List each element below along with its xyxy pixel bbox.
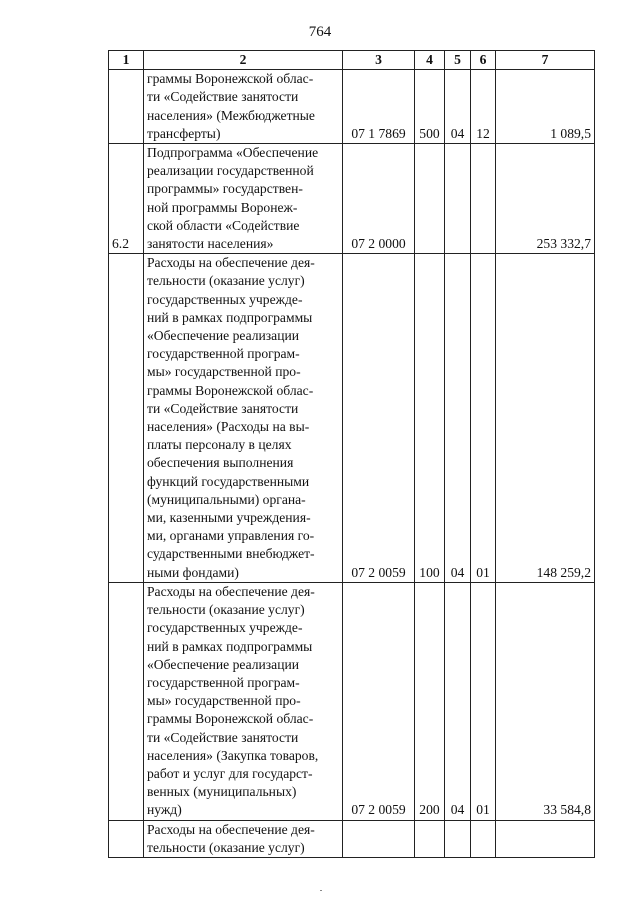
description-line: ти «Содействие занятости xyxy=(147,89,299,105)
page-number: 764 xyxy=(308,24,332,40)
description-cell xyxy=(144,254,343,583)
description-line: «Обеспечение реализации xyxy=(147,328,300,344)
description-line: государственной програм- xyxy=(147,674,300,690)
description-line: ми, органами управления го- xyxy=(147,528,315,544)
subsection-cell: 01 xyxy=(471,254,496,583)
description-line: функций государственными xyxy=(147,473,310,489)
description-line: ти «Содействие занятости xyxy=(147,729,299,745)
table-header-row xyxy=(109,51,595,70)
expense-type-cell: 200 xyxy=(415,582,445,820)
table-row xyxy=(109,144,595,254)
description-line: граммы Воронежской облас- xyxy=(147,71,314,87)
description-line: ной программы Воронеж- xyxy=(147,199,298,215)
description-line: Расходы на обеспечение дея- xyxy=(147,255,315,271)
description-line: граммы Воронежской облас- xyxy=(147,382,314,398)
table-row xyxy=(109,254,595,583)
description-line: программы» государствен- xyxy=(147,181,303,197)
description-line: тельности (оказание услуг) xyxy=(147,602,305,618)
description-line: тельности (оказание услуг) xyxy=(147,839,305,855)
description-line: (муниципальными) органа- xyxy=(147,491,306,507)
description-line: работ и услуг для государст- xyxy=(147,765,313,781)
section-cell: 04 xyxy=(445,254,471,583)
description-cell xyxy=(144,582,343,820)
section-cell xyxy=(445,144,471,254)
description-cell xyxy=(144,70,343,144)
description-line: сударственными внебюджет- xyxy=(147,546,315,562)
description-line: ми, казенными учреждения- xyxy=(147,510,311,526)
subsection-cell xyxy=(471,820,496,857)
row-number-cell xyxy=(109,582,144,820)
description-line: обеспечения выполнения xyxy=(147,455,294,471)
amount-cell: 253 332,7 xyxy=(496,144,595,254)
description-line: Расходы на обеспечение дея- xyxy=(147,821,315,837)
description-line: населения» (Расходы на вы- xyxy=(147,419,310,435)
description-line: ний в рамках подпрограммы xyxy=(147,309,313,325)
description-line: государственных учрежде- xyxy=(147,291,303,307)
column-header: 4 xyxy=(415,51,445,70)
description-line: ской области «Содействие xyxy=(147,217,300,233)
description-line: ными фондами) xyxy=(147,564,239,580)
amount-cell xyxy=(496,820,595,857)
column-header: 6 xyxy=(471,51,496,70)
expense-type-cell: 500 xyxy=(415,70,445,144)
expense-type-cell xyxy=(415,144,445,254)
description-line: мы» государственной про- xyxy=(147,693,301,709)
expense-type-cell: 100 xyxy=(415,254,445,583)
budget-code-cell: 07 1 7869 xyxy=(343,70,415,144)
description-line: ти «Содействие занятости xyxy=(147,400,299,416)
description-line: занятости населения» xyxy=(147,236,274,252)
section-cell xyxy=(445,820,471,857)
amount-cell: 148 259,2 xyxy=(496,254,595,583)
scan-mark xyxy=(320,890,322,891)
row-number-cell xyxy=(109,254,144,583)
column-header: 3 xyxy=(343,51,415,70)
expense-type-cell xyxy=(415,820,445,857)
description-line: реализации государственной xyxy=(147,163,314,179)
description-line: тельности (оказание услуг) xyxy=(147,273,305,289)
description-line: ний в рамках подпрограммы xyxy=(147,638,313,654)
budget-code-cell: 07 2 0000 xyxy=(343,144,415,254)
table-body xyxy=(109,70,595,858)
description-line: населения» (Закупка товаров, xyxy=(147,747,319,763)
subsection-cell: 12 xyxy=(471,70,496,144)
section-cell: 04 xyxy=(445,582,471,820)
column-header: 1 xyxy=(109,51,144,70)
row-number-cell: 6.2 xyxy=(109,144,144,254)
description-line: венных (муниципальных) xyxy=(147,784,297,800)
column-header: 2 xyxy=(144,51,343,70)
amount-cell: 1 089,5 xyxy=(496,70,595,144)
table-row xyxy=(109,820,595,857)
description-line: граммы Воронежской облас- xyxy=(147,711,314,727)
budget-table xyxy=(108,50,595,858)
budget-code-cell: 07 2 0059 xyxy=(343,254,415,583)
description-line: Расходы на обеспечение дея- xyxy=(147,583,315,599)
table-row xyxy=(109,582,595,820)
description-line: трансферты) xyxy=(147,125,221,141)
description-line: «Обеспечение реализации xyxy=(147,656,300,672)
row-number-cell xyxy=(109,70,144,144)
description-line: нужд) xyxy=(147,802,182,818)
description-line: Подпрограмма «Обеспечение xyxy=(147,145,319,161)
amount-cell: 33 584,8 xyxy=(496,582,595,820)
row-number-cell xyxy=(109,820,144,857)
subsection-cell: 01 xyxy=(471,582,496,820)
description-line: государственной програм- xyxy=(147,346,300,362)
table-row xyxy=(109,70,595,144)
description-cell xyxy=(144,820,343,857)
description-line: государственных учрежде- xyxy=(147,620,303,636)
description-line: населения» (Межбюджетные xyxy=(147,107,315,123)
description-cell xyxy=(144,144,343,254)
budget-code-cell xyxy=(343,820,415,857)
description-line: мы» государственной про- xyxy=(147,364,301,380)
description-line: платы персоналу в целях xyxy=(147,437,292,453)
budget-code-cell: 07 2 0059 xyxy=(343,582,415,820)
column-header: 7 xyxy=(496,51,595,70)
column-header: 5 xyxy=(445,51,471,70)
section-cell: 04 xyxy=(445,70,471,144)
subsection-cell xyxy=(471,144,496,254)
